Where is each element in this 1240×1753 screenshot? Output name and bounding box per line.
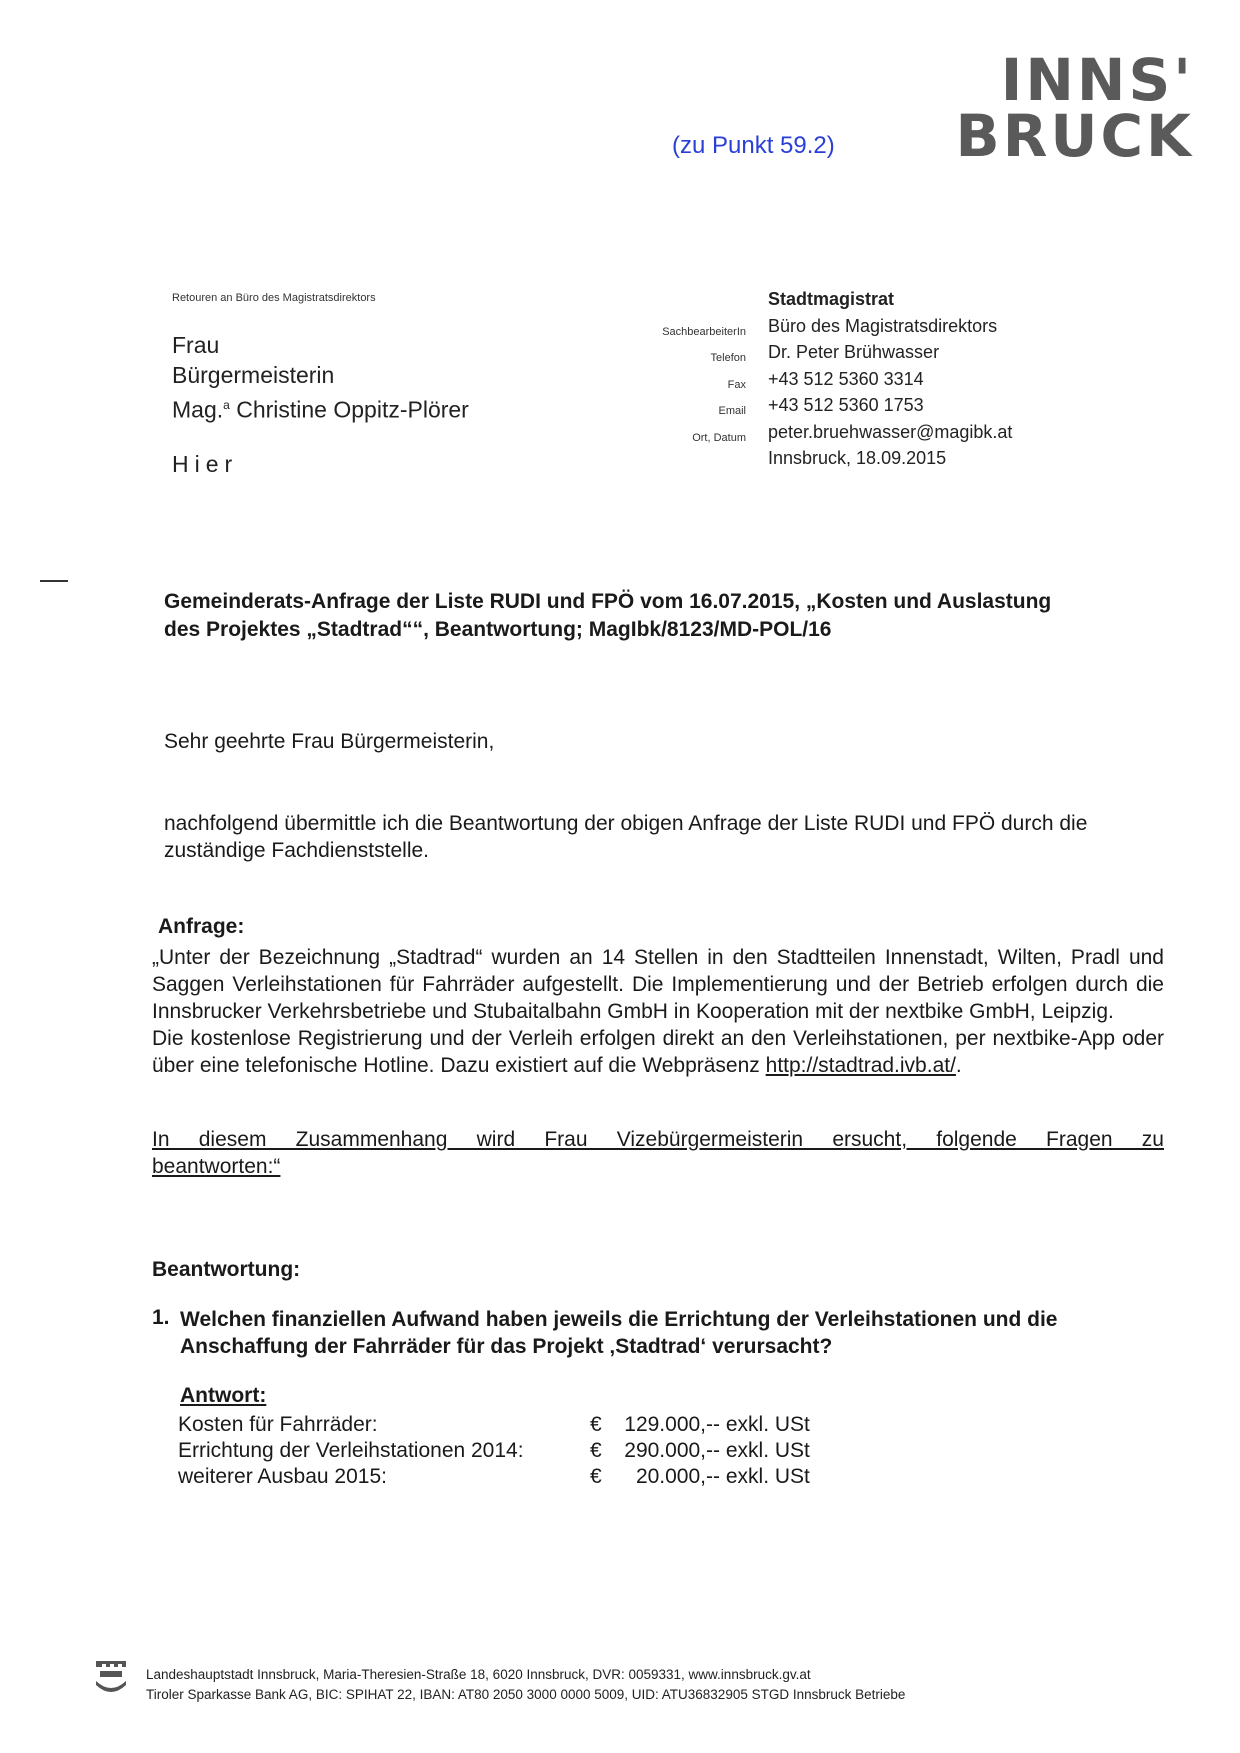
sender-date: Innsbruck, 18.09.2015: [768, 448, 947, 468]
cost-note: exkl. USt: [725, 1413, 810, 1436]
cost-amount: 129.000,--: [624, 1413, 720, 1436]
sender-value: Dr. Peter Brühwasser: [768, 342, 940, 362]
sender-labels: [560, 292, 746, 451]
cost-label: Kosten für Fahrräder:: [178, 1413, 378, 1436]
cost-table: [178, 1412, 810, 1490]
sender-email[interactable]: peter.bruehwasser@magibk.at: [768, 421, 1013, 442]
cost-currency: €: [590, 1413, 602, 1436]
recipient-address: [172, 330, 469, 479]
subject-line1: Gemeinderats-Anfrage der Liste RUDI und FPÖ vom 16.07.2015, „Kosten und Auslastung: [164, 590, 1052, 613]
recipient-line2: Bürgermeisterin: [172, 362, 335, 388]
sender-label: Telefon: [710, 352, 746, 364]
recipient-title-sup: a: [223, 398, 230, 412]
footer: [146, 1665, 905, 1705]
city-crest-icon: [94, 1657, 128, 1697]
cost-row: [178, 1438, 810, 1464]
cost-currency: €: [590, 1439, 602, 1462]
anfrage-paragraph: [152, 1025, 1164, 1079]
recipient-title: Mag.: [172, 396, 224, 423]
sender-value: +43 512 5360 1753: [768, 395, 924, 415]
cost-note: exkl. USt: [725, 1439, 810, 1462]
logo-line1: INNS': [1000, 46, 1194, 114]
sender-header: Stadtmagistrat: [768, 289, 895, 309]
sender-label: SachbearbeiterIn: [662, 325, 746, 338]
innsbruck-logo: [944, 46, 1194, 170]
intro-paragraph: nachfolgend übermittle ich die Beantwortung der obigen Anfrage der Liste RUDI und FPÖ durch die zuständige Fachdienststelle.: [164, 812, 1088, 862]
sender-label: Email: [718, 405, 746, 417]
recipient-line3: [172, 390, 469, 425]
sender-label: Fax: [727, 378, 746, 391]
recipient-line1: Frau: [172, 332, 220, 358]
return-note: Retouren an Büro des Magistratsdirektors: [172, 292, 376, 304]
anfrage-paragraph: „Unter der Bezeichnung „Stadtrad“ wurden an 14 Stellen in den Stadtteilen Innenstadt, Wilten, Pradl und Saggen Verleihstationen für Fahrräder aufgestellt. Die Implementierung und der Betrieb erfolgen durch die Innsbrucker Verkehrsbetriebe und Stubaitalbahn GmbH in Kooperation mit der nextbike GmbH, Leipzig.: [152, 946, 1164, 1023]
cost-amount: 20.000,--: [635, 1465, 720, 1488]
cost-row: [178, 1412, 810, 1438]
cost-currency: €: [590, 1465, 602, 1488]
sender-label: Ort, Datum: [692, 431, 746, 444]
request-line1: In diesem Zusammenhang wird Frau Vizebürgermeisterin ersucht, folgende Fragen zu: [152, 1128, 1164, 1151]
request-line2: beantworten:“: [152, 1155, 281, 1178]
anfrage-paragraph-end: .: [955, 1054, 962, 1077]
anfrage-paragraph-text: Die kostenlose Registrierung und der Verleih erfolgen direkt an den Verleihstationen, per nextbike-App oder über eine telefonische Hotline. Dazu existiert auf die Webpräsenz: [152, 1027, 1164, 1077]
recipient-location: Hier: [172, 450, 239, 477]
sender-value: +43 512 5360 3314: [768, 368, 924, 389]
footer-line2: Tiroler Sparkasse Bank AG, BIC: SPIHAT 22, IBAN: AT80 2050 3000 0000 5009, UID: ATU36832905 STGD Innsbruck Betriebe: [146, 1687, 906, 1702]
footer-line1: Landeshauptstadt Innsbruck, Maria-Theresien-Straße 18, 6020 Innsbruck, DVR: 0059331, www.innsbruck.gv.at: [146, 1667, 811, 1682]
cost-note: exkl. USt: [725, 1465, 810, 1488]
subject-line2: des Projektes „Stadtrad““, Beantwortung; MagIbk/8123/MD-POL/16: [164, 618, 832, 641]
anfrage-text: [152, 944, 1164, 1079]
subject: [164, 588, 1154, 644]
antwort-heading: Antwort:: [180, 1384, 267, 1407]
fold-mark: [40, 580, 68, 582]
salutation: Sehr geehrte Frau Bürgermeisterin,: [164, 730, 495, 753]
cost-label: weiterer Ausbau 2015:: [178, 1465, 387, 1488]
beantwortung-heading: Beantwortung:: [152, 1258, 301, 1281]
cost-label: Errichtung der Verleihstationen 2014:: [178, 1439, 524, 1462]
logo-line2: BRUCK: [955, 102, 1194, 170]
sender-block: [768, 286, 1012, 472]
cost-row: [178, 1464, 810, 1490]
cost-amount: 290.000,--: [624, 1439, 720, 1462]
agenda-reference: (zu Punkt 59.2): [672, 132, 835, 159]
anfrage-heading: Anfrage:: [158, 915, 245, 938]
stadtrad-link[interactable]: http://stadtrad.ivb.at/: [765, 1054, 956, 1077]
recipient-name: Christine Oppitz-Plörer: [229, 396, 469, 423]
sender-office: Büro des Magistratsdirektors: [768, 315, 998, 336]
question-number: 1.: [152, 1306, 170, 1329]
question-text: Welchen finanziellen Aufwand haben jeweils die Errichtung der Verleihstationen und die Anschaffung der Fahrräder für das Projekt ‚Stadtrad‘ verursacht?: [180, 1308, 1058, 1358]
